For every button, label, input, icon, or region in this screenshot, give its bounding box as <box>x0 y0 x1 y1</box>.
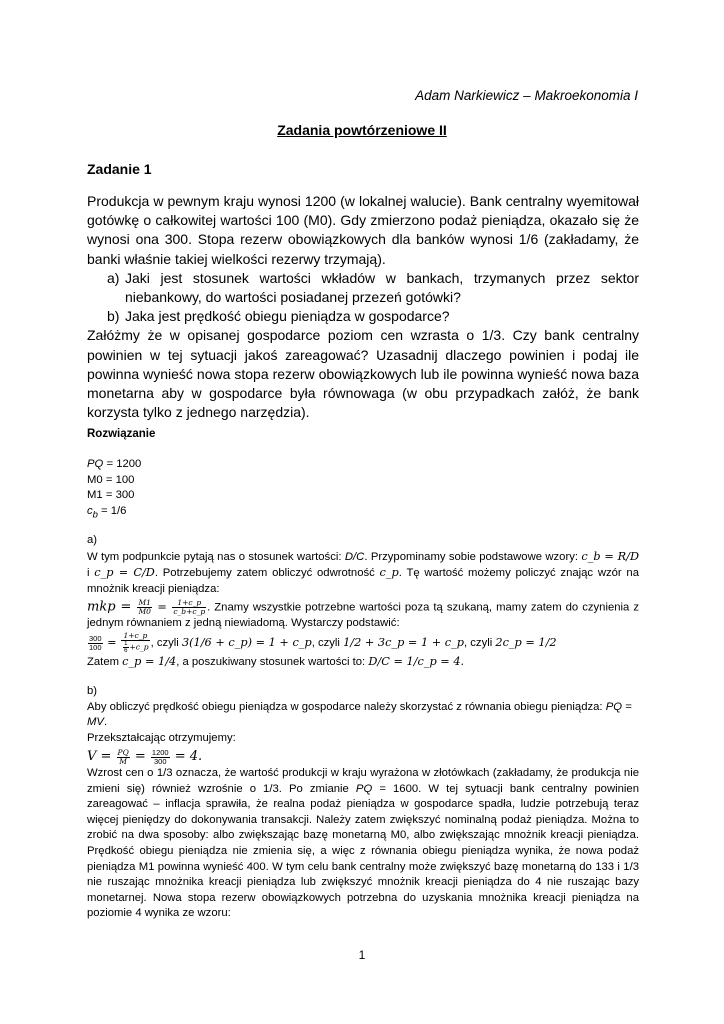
fraction: $\frac{300}{100}$ <box>89 633 102 652</box>
part-a-result: Zatem c_p = 1/4, a poszukiwany stosunek wartości to: D/C = 1/c_p = 4. <box>87 655 465 669</box>
part-b-transform: Przekształcając otrzymujemy: <box>87 731 236 744</box>
given-subscript: b <box>92 508 98 520</box>
question-marker: b) <box>107 308 120 325</box>
part-a-intro: W tym podpunkcie pytają nas o stosunek wartości: D/C. Przypominamy sobie podstawowe wzory: c_b = R/D i c_p = C/D. Potrzebujemy zatem obliczyć odwrotność c_p. Tę wartość możemy policzyć znając wzór na mnożnik kreacji pieniądza: <box>87 549 639 595</box>
part-a <box>87 533 639 671</box>
part-b-intro: Aby obliczyć prędkość obiegu pieniądza w gospodarce należy skorzystać z równania obiegu pieniądza: PQ = MV. <box>87 700 632 729</box>
given-value: = 1/6 <box>97 504 127 517</box>
part-b <box>87 684 639 768</box>
task-followup: Załóżmy że w opisanej gospodarce poziom cen wzrasta o 1/3. Czy bank centralny powinien w tej sytuacji jakoś zareagować? Uzasadnij dlaczego powinien i podaj ile powinna wynieść nowa stopa rezerw obowiązkowych lub ile powinna wynieść nowa baza monetarna aby w gospodarce była równowaga (w obu przypadkach załóż, że bank korzysta tylko z jednego narzędzia). <box>87 327 639 421</box>
step-3: 2c_p = 1/2 <box>495 636 557 650</box>
given-m1 <box>87 488 639 504</box>
given-cb <box>87 504 639 522</box>
given-value: = 100 <box>102 473 135 486</box>
question-text: Jaki jest stosunek wartości wkładów w bankach, trzymanych przez sektor niebankowy, do wartości posiadanej przezeń gotówki? <box>125 269 639 306</box>
author-course-header: Adam Narkiewicz – Makroekonomia I <box>415 88 638 103</box>
given-name: M1 <box>87 489 103 502</box>
given-name: c <box>87 504 93 517</box>
fraction: $\frac{1+c\_p}{c\_b+c\_p}$ <box>173 598 206 617</box>
given-value: = 300 <box>102 489 135 502</box>
part-b-velocity: V = $\frac{PQ}{M}$ = $\frac{1200}{300}$ = 4. <box>87 747 203 766</box>
formula-cb: c_b = R/D <box>581 549 639 563</box>
part-a-substitution: $\frac{300}{100}$ = 1+c_p $\frac{1}{6}$ +c_p , czyli 3(1/6 + c_p) = 1 + c_p, czyli 1/2 + 3c_p = 1 + c_p, czyli 2c_p = 1/2 <box>89 631 557 655</box>
part-a-label: a) <box>87 534 98 546</box>
given-value: = 1200 <box>103 458 142 470</box>
fraction: $\frac{M1}{M0}$ <box>138 598 151 617</box>
fraction: $\frac{1200}{300}$ <box>151 747 169 766</box>
givens-list <box>87 457 639 522</box>
task-question-a <box>87 269 639 307</box>
question-text: Jaka jest prędkość obiegu pieniądza w gospodarce? <box>125 308 450 325</box>
part-b-label: b) <box>87 685 98 697</box>
task-intro: Produkcja w pewnym kraju wynosi 1200 (w lokalnej walucie). Bank centralny wyemitował gotówkę o całkowitej wartości 100 (M0). Gdy zmierzono podaż pieniądza, okazało się że wynosi ona 300. Stopa rezerw obowiązkowych dla banków wynosi 1/6 (zakładamy, że banki właśnie takiej wielkości rezerwy trzymają). <box>87 193 639 267</box>
question-marker: a) <box>107 269 120 286</box>
task-heading: Zadanie 1 <box>87 161 152 177</box>
solution-heading: Rozwiązanie <box>87 428 156 440</box>
task-body <box>87 192 639 422</box>
given-name: PQ <box>87 458 104 470</box>
step-1: 3(1/6 + c_p) = 1 + c_p <box>181 636 312 650</box>
formula-cp: c_p = C/D <box>94 566 155 580</box>
part-a-mkp: mkp = $\frac{M1}{M0}$ = $\frac{1+c\_p}{c\_b+c\_p}$ . Znamy wszystkie potrzebne wartości poza tą szukaną, mamy zatem do czynienia z jednym równaniem z jedną niewiadomą. Wystarczy podstawić: <box>87 598 640 630</box>
fraction: $\frac{1}{6}$ <box>124 641 128 655</box>
closing-paragraph: Wzrost cen o 1/3 oznacza, że wartość produkcji w kraju wyrażona w złotówkach (zakładamy, że produkcja nie zmieni się) również wzrośnie o 1/3. Po zmianie PQ = 1600. W tej sytuacji bank centralny powinien zareagować – inflacja sprawiła, że realna podaż pieniądza w gospodarce spadła, ludzie potrzebują teraz więcej pieniędzy do dokonywania transakcji. Należy zatem zwiększyć nominalną podaż pieniądza. Można to zrobić na dwa sposoby: albo zwiększając bazę monetarną M0, albo zwiększając mnożnik kreacji pieniądza. Prędkość obiegu pieniądza nie zmienia się, a więc z równania obiegu pieniądza wynika, że nowa podaż pieniądza M1 powinna wynieść 400. W tym celu bank centralny może zwiększyć bazę monetarną do 133 i 1/3 nie ruszając mnożnika kreacji pieniądza lub zwiększyć mnożnik kreacji pieniądza do 4 nie ruszając bazy monetarnej. Nowa stopa rezerw obowiązkowych potrzebna do uzyskania mnożnika kreacji pieniądza na poziomie 4 wynika ze wzoru: <box>87 767 639 920</box>
page-title: Zadania powtórzeniowe II <box>277 122 447 138</box>
given-pq <box>87 457 639 473</box>
given-m0 <box>87 473 639 489</box>
task-question-b <box>87 307 639 326</box>
fraction: $\frac{PQ}{M}$ <box>117 747 129 766</box>
given-name: M0 <box>87 473 103 486</box>
fraction: 1+c_p $\frac{1}{6}$ +c_p <box>121 632 149 654</box>
task-questions <box>87 269 639 327</box>
mkp-label: mkp = <box>87 599 137 615</box>
page-number: 1 <box>358 948 366 962</box>
step-2: 1/2 + 3c_p = 1 + c_p <box>343 636 464 650</box>
